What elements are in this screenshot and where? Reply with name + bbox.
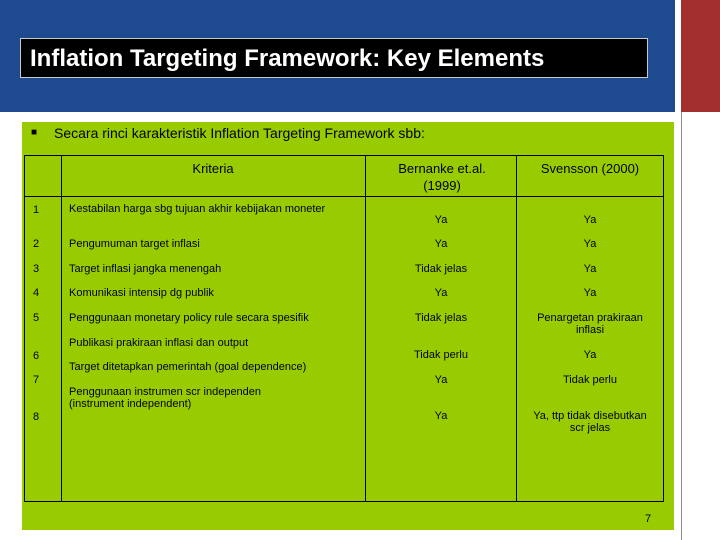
row-number: 7 bbox=[33, 374, 40, 386]
red-accent-block bbox=[681, 0, 720, 112]
col-divider bbox=[61, 156, 62, 501]
row-criteria: Pengumuman target inflasi bbox=[69, 238, 200, 250]
slide-title: Inflation Targeting Framework: Key Elements bbox=[30, 45, 545, 72]
row-criteria: Publikasi prakiraan inflasi dan output bbox=[69, 337, 249, 349]
row-number: 5 bbox=[33, 312, 40, 324]
row-svensson: Ya bbox=[583, 263, 597, 275]
row-number: 3 bbox=[33, 263, 40, 275]
row-criteria: Komunikasi intensip dg publik bbox=[69, 287, 214, 299]
row-bernanke: Ya bbox=[434, 238, 448, 250]
comparison-table bbox=[24, 155, 664, 502]
page-number: 7 bbox=[645, 513, 652, 525]
header-divider bbox=[25, 196, 663, 197]
row-criteria: Penggunaan monetary policy rule secara spesifik bbox=[69, 312, 309, 324]
right-divider bbox=[681, 112, 720, 540]
row-criteria: Target ditetapkan pemerintah (goal dependence) bbox=[69, 361, 307, 373]
row-svensson: Ya bbox=[583, 287, 597, 299]
content-panel bbox=[22, 122, 674, 530]
row-svensson: Ya bbox=[583, 349, 597, 361]
row-bernanke: Tidak jelas bbox=[414, 263, 468, 275]
row-svensson: Ya bbox=[583, 214, 597, 226]
row-svensson: Ya, ttp tidak disebutkan scr jelas bbox=[533, 410, 647, 434]
title-box bbox=[20, 38, 648, 78]
row-number: 1 bbox=[33, 204, 40, 216]
right-decoration-bar bbox=[675, 0, 720, 540]
header-svensson: Svensson (2000) bbox=[540, 161, 640, 176]
row-criteria: Kestabilan harga sbg tujuan akhir kebijakan moneter bbox=[69, 203, 326, 215]
col-divider bbox=[365, 156, 366, 501]
row-bernanke: Tidak perlu bbox=[413, 349, 468, 361]
row-bernanke: Ya bbox=[434, 214, 448, 226]
square-bullet-icon: ■ bbox=[31, 127, 38, 138]
row-bernanke: Tidak jelas bbox=[414, 312, 468, 324]
row-svensson: Tidak perlu bbox=[562, 374, 617, 386]
row-number: 2 bbox=[33, 238, 40, 250]
header-band bbox=[0, 0, 675, 112]
row-number: 4 bbox=[33, 287, 40, 299]
row-svensson: Penargetan prakiraan inflasi bbox=[537, 312, 643, 336]
row-criteria: Target inflasi jangka menengah bbox=[69, 263, 222, 275]
row-number: 8 bbox=[33, 411, 40, 423]
row-criteria: Penggunaan instrumen scr independen (instrument independent) bbox=[69, 386, 262, 410]
bullet-text: Secara rinci karakteristik Inflation Targeting Framework sbb: bbox=[54, 125, 425, 141]
row-bernanke: Ya bbox=[434, 374, 448, 386]
header-criteria: Kriteria bbox=[192, 161, 234, 176]
row-number: 6 bbox=[33, 350, 40, 362]
header-bernanke: Bernanke et.al. (1999) bbox=[398, 161, 486, 193]
row-bernanke: Ya bbox=[434, 410, 448, 422]
row-svensson: Ya bbox=[583, 238, 597, 250]
row-bernanke: Ya bbox=[434, 287, 448, 299]
col-divider bbox=[516, 156, 517, 501]
